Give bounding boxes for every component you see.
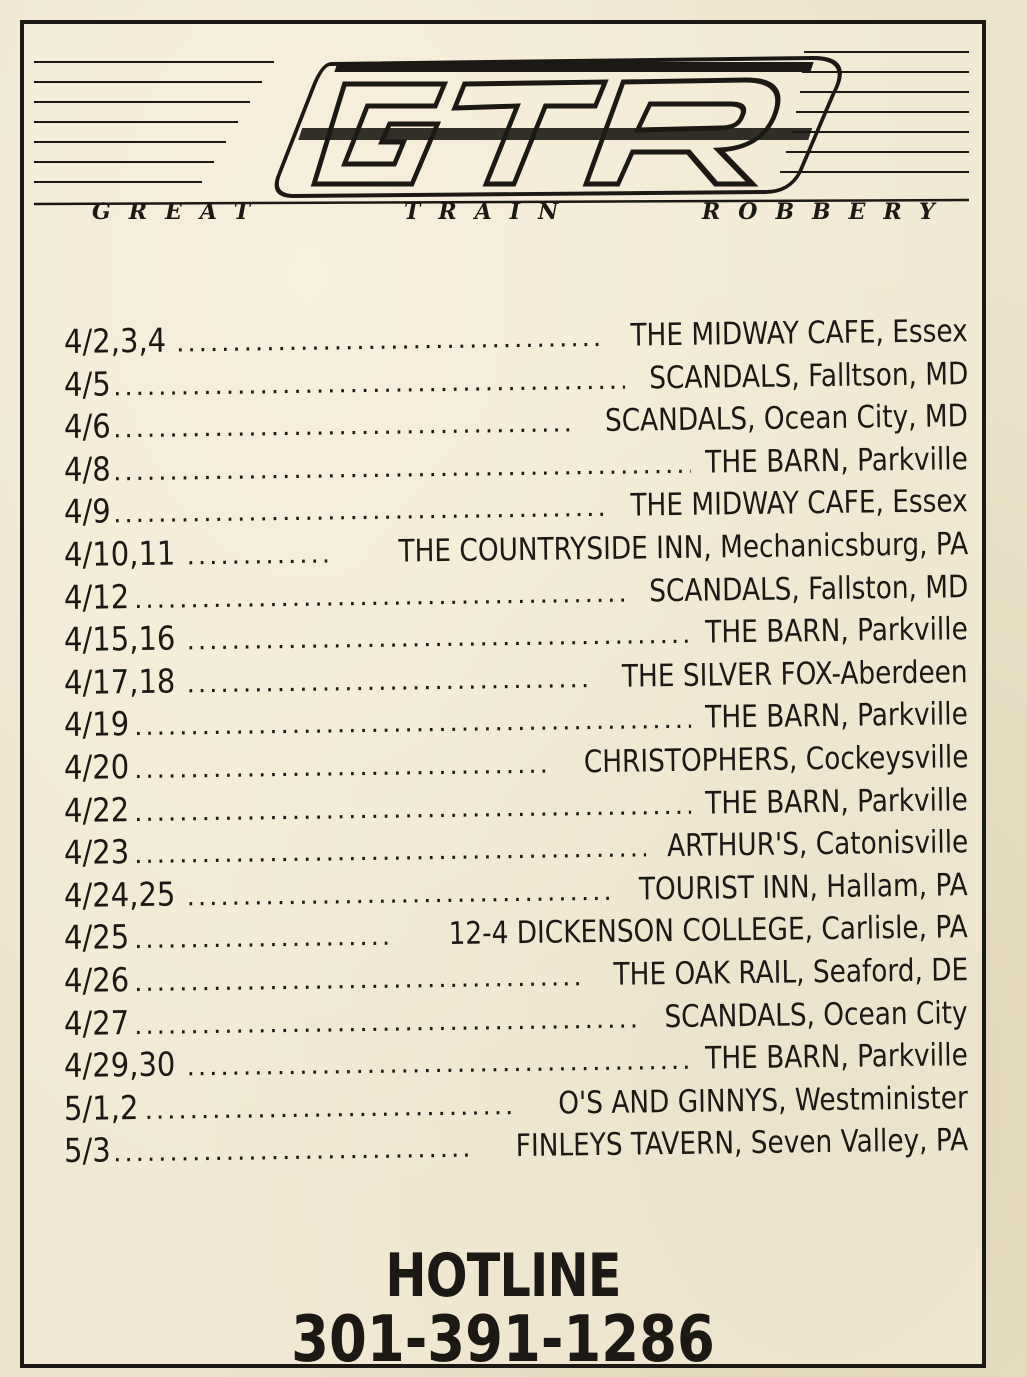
hotline-block — [24, 1241, 982, 1377]
schedule-date: 4/29,30 — [63, 1044, 176, 1086]
schedule-venue: THE SILVER FOX-Aberdeen — [622, 653, 969, 695]
dot-leader — [186, 620, 691, 657]
dot-leader — [113, 409, 573, 445]
tour-schedule — [63, 313, 969, 1174]
schedule-date: 4/2,3,4 — [63, 320, 167, 361]
dot-leader — [186, 539, 330, 571]
schedule-venue: THE MIDWAY CAFE, Essex — [630, 313, 969, 354]
schedule-date: 4/17,18 — [63, 661, 176, 702]
schedule-venue: SCANDALS, Fallston, MD — [648, 568, 969, 609]
schedule-date: 4/10,11 — [63, 533, 176, 574]
schedule-date: 4/20 — [63, 747, 130, 787]
dot-leader — [186, 1046, 691, 1083]
tagline-word-great: GREAT — [92, 199, 269, 225]
hotline-phone-number: 301-391-1286 — [291, 1303, 715, 1377]
dot-leader — [186, 664, 593, 699]
dot-leader — [134, 750, 548, 785]
schedule-venue: THE OAK RAIL, Seaford, DE — [613, 952, 969, 993]
schedule-date: 4/15,16 — [63, 618, 176, 660]
dot-leader — [134, 834, 646, 871]
schedule-venue: TOURIST INN, Hallam, PA — [638, 866, 969, 908]
dot-leader — [134, 962, 583, 998]
schedule-date: 4/9 — [63, 491, 111, 532]
schedule-date: 4/25 — [63, 917, 130, 958]
schedule-venue: THE BARN, Parkville — [705, 696, 969, 736]
schedule-date: 4/5 — [63, 363, 111, 404]
dot-leader — [134, 578, 625, 614]
schedule-date: 5/3 — [63, 1130, 111, 1171]
schedule-venue: THE BARN, Parkville — [705, 781, 969, 822]
schedule-venue: CHRISTOPHERS, Cockeysville — [583, 739, 969, 781]
schedule-date: 4/24,25 — [63, 874, 176, 915]
schedule-venue: ARTHUR'S, Catonisville — [666, 824, 969, 865]
dot-leader — [113, 365, 625, 402]
dot-leader — [113, 1134, 468, 1169]
schedule-date: 4/12 — [63, 576, 130, 617]
dot-leader — [113, 493, 604, 529]
schedule-date: 4/27 — [63, 1002, 130, 1043]
schedule-date: 4/22 — [63, 789, 130, 830]
schedule-venue: FINLEYS TAVERN, Seven Valley, PA — [515, 1122, 969, 1165]
schedule-venue: THE COUNTRYSIDE INN, Mechanicsburg, PA — [398, 526, 969, 570]
dot-leader — [134, 1004, 644, 1041]
schedule-venue: THE MIDWAY CAFE, Essex — [630, 483, 969, 524]
logo-letters — [272, 58, 846, 196]
schedule-venue: 12-4 DICKENSON COLLEGE, Carlisle, PA — [448, 909, 969, 953]
schedule-venue: THE BARN, Parkville — [705, 611, 969, 651]
schedule-venue: SCANDALS, Ocean City — [664, 994, 969, 1035]
schedule-venue: THE BARN, Parkville — [705, 1037, 969, 1077]
dot-leader — [113, 450, 691, 488]
schedule-date: 5/1,2 — [63, 1087, 139, 1128]
dot-leader — [144, 1091, 518, 1126]
dot-leader — [176, 323, 604, 359]
dot-leader — [134, 922, 390, 955]
schedule-venue: THE BARN, Parkville — [705, 440, 969, 481]
dot-leader — [134, 790, 691, 827]
schedule-venue: SCANDALS, Falltson, MD — [648, 355, 969, 396]
schedule-date: 4/23 — [63, 832, 130, 873]
band-schedule-ad — [20, 20, 986, 1377]
speed-lines-left — [34, 62, 274, 182]
schedule-date: 4/6 — [63, 406, 111, 447]
schedule-venue: O'S AND GINNYS, Westminister — [558, 1079, 969, 1122]
dot-leader — [134, 705, 691, 742]
schedule-date: 4/19 — [63, 704, 130, 745]
tagline-word-robbery: ROBBERY — [702, 199, 953, 225]
tagline-word-train: TRAIN — [404, 199, 577, 225]
schedule-date: 4/26 — [63, 960, 130, 1000]
hotline-label: HOTLINE — [385, 1241, 621, 1311]
dot-leader — [186, 877, 613, 913]
schedule-date: 4/8 — [63, 449, 111, 489]
schedule-venue: SCANDALS, Ocean City, MD — [604, 398, 969, 440]
gtr-logo — [24, 24, 982, 239]
